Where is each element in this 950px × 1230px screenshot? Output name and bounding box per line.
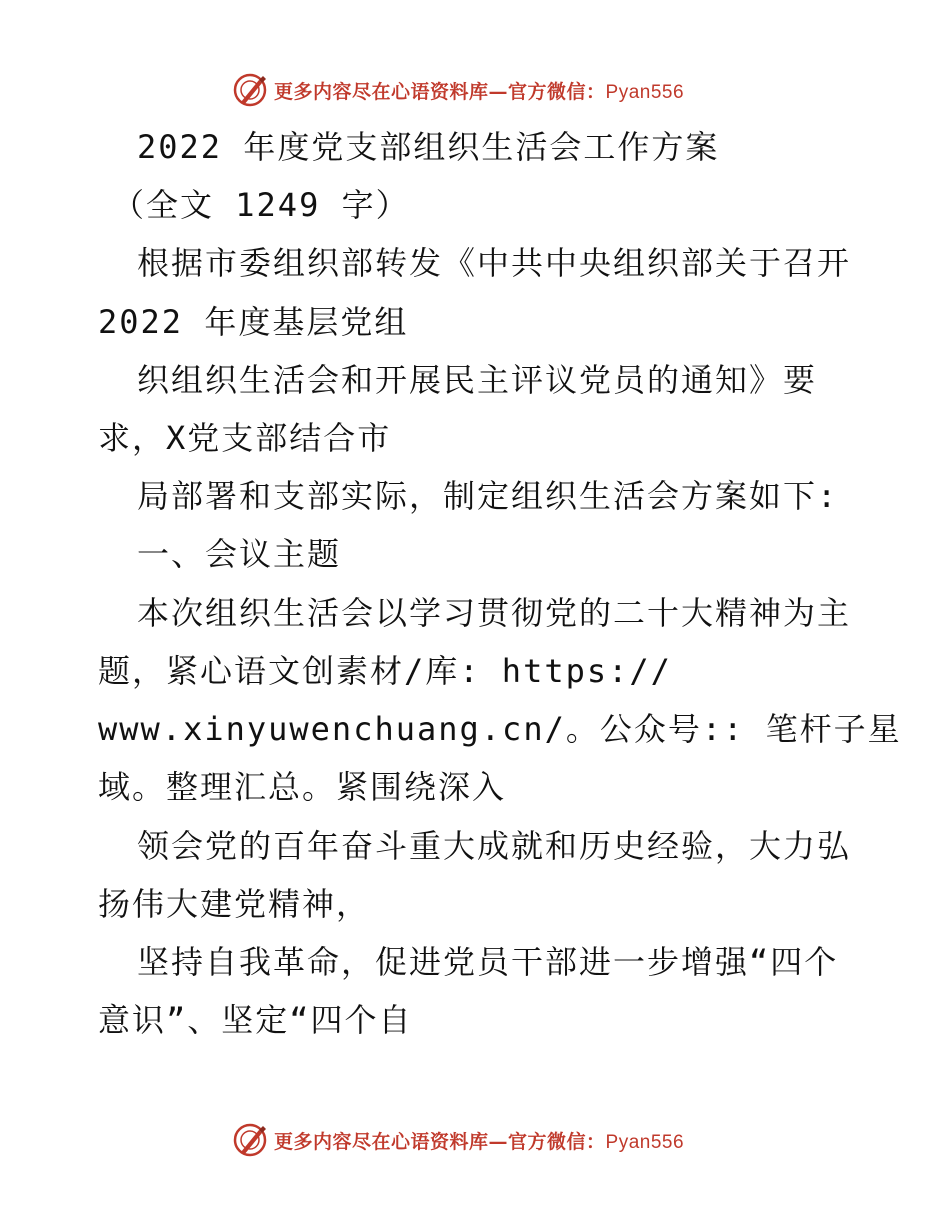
paragraph-line: 本次组织生活会以学习贯彻党的二十大精神为主 [137, 594, 852, 632]
paragraph-line: 织组织生活会和开展民主评议党员的通知》要 [137, 361, 818, 399]
paragraph-line: 求，X党支部结合市 [98, 419, 392, 457]
paragraph-line: 题，紧心语文创素材/库: https:// [98, 652, 672, 690]
paragraph-line: 扬伟大建党精神， [98, 885, 371, 923]
paragraph-line: 意识”、坚定“四个自 [98, 1001, 413, 1039]
watermark-text: 更多内容尽在心语资料库—官方微信：Pyan556 [274, 1130, 685, 1153]
paragraph-line: 坚持自我革命，促进党员干部进一步增强“四个 [137, 943, 839, 981]
paragraph-line: 根据市委组织部转发《中共中央组织部关于召开 [137, 244, 852, 282]
header-watermark [232, 70, 712, 110]
footer-watermark [232, 1120, 712, 1160]
word-count: （全文 1249 字） [112, 186, 410, 224]
paragraph-line: 领会党的百年奋斗重大成就和历史经验，大力弘 [137, 827, 852, 865]
paragraph-line: 局部署和支部实际，制定组织生活会方案如下: [137, 477, 839, 515]
pen-logo-icon [232, 1122, 268, 1158]
document-title: 2022 年度党支部组织生活会工作方案 [137, 128, 720, 166]
section-heading: 一、会议主题 [137, 535, 342, 573]
paragraph-line: 2022 年度基层党组 [98, 303, 409, 341]
watermark-text: 更多内容尽在心语资料库—官方微信：Pyan556 [274, 80, 685, 103]
pen-logo-icon [232, 72, 268, 108]
paragraph-line: www.xinyuwenchuang.cn/。公众号:: 笔杆子星 [98, 710, 902, 748]
paragraph-line: 域。整理汇总。紧围绕深入 [98, 768, 507, 806]
